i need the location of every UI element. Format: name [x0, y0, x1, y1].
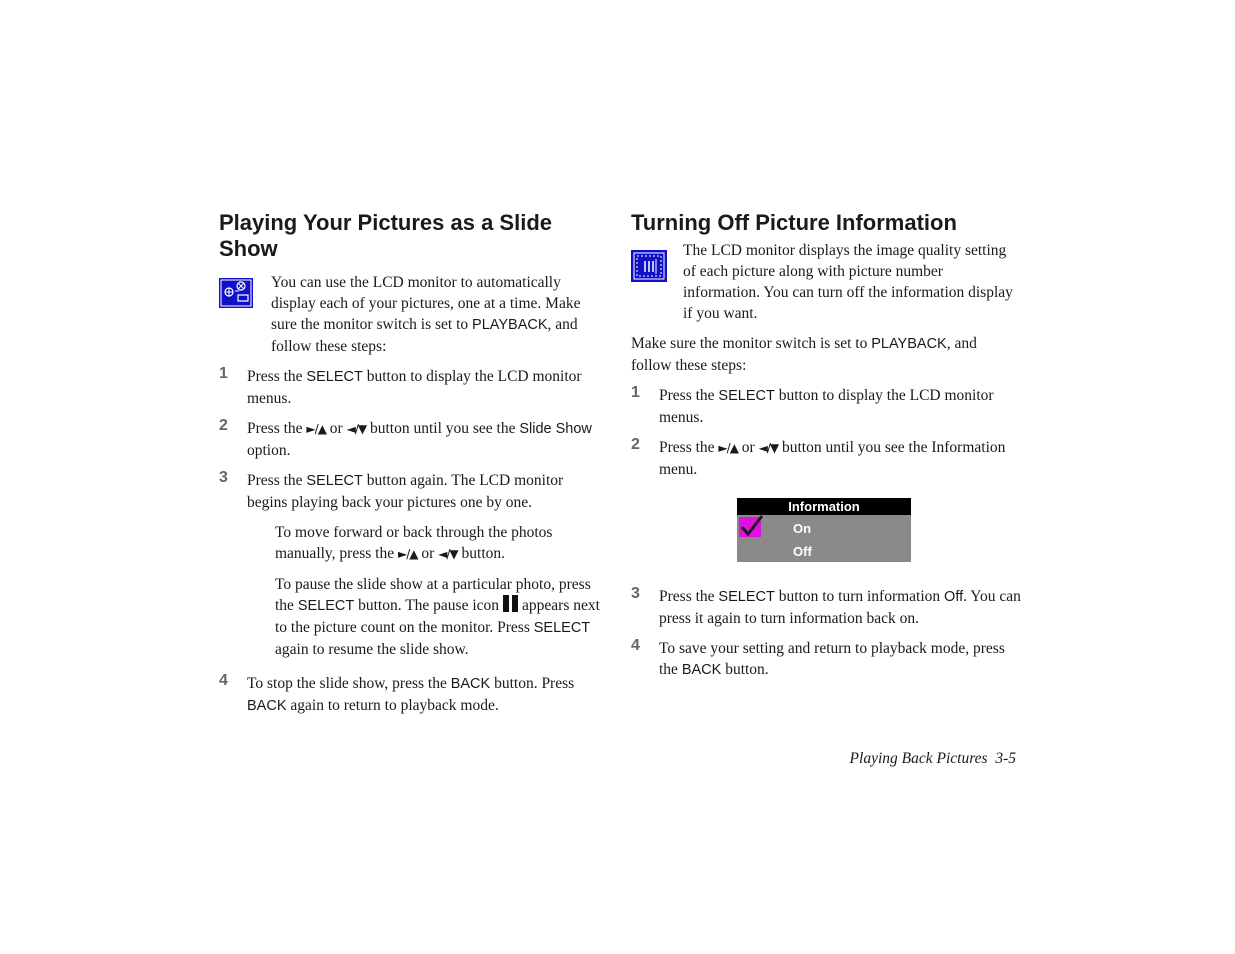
forward-up-arrow-icon: ►/▲ — [718, 441, 738, 455]
slideshow-step-3: 3 Press the SELECT button again. The LCD monitor begins playing back your pictures one by one. — [219, 469, 564, 511]
information-step-3: 3 Press the SELECT button to turn information Off. You can press it again to turn information back on. — [631, 585, 1021, 627]
information-menu-body — [737, 515, 911, 562]
information-icon — [631, 250, 665, 280]
page-footer — [820, 750, 1016, 768]
slideshow-step-1: 1 Press the SELECT button to display the LCD monitor menus. — [219, 365, 582, 407]
slideshow-note-pause: To pause the slide show at a particular photo, press the SELECT button. The pause icon appears next to the picture count on the monitor. Press SELECT again to resume the slide show. — [275, 576, 600, 658]
information-menu-title: Information — [737, 498, 911, 515]
slideshow-heading: Playing Your Pictures as a Slide Show — [219, 210, 552, 261]
left-column — [219, 210, 604, 717]
slideshow-step-2: 2 Press the ►/▲ or ◄/▼ button until you see the Slide Show option. — [219, 417, 592, 459]
information-step-4: 4 To save your setting and return to playback mode, press the BACK button. — [631, 637, 1005, 678]
information-step-1: 1 Press the SELECT button to display the LCD monitor menus. — [631, 384, 994, 426]
information-intro — [631, 242, 1021, 324]
pause-icon — [503, 595, 518, 612]
slideshow-intro-text: You can use the LCD monitor to automatically display each of your pictures, one at a time. Make sure the monitor switch is set to PLAYBACK, and follow these steps: — [271, 274, 581, 355]
menu-item-off: Off — [793, 544, 812, 559]
information-para: Make sure the monitor switch is set to PLAYBACK, and follow these steps: — [631, 335, 977, 374]
back-down-arrow-icon: ◄/▼ — [758, 441, 779, 455]
footer-section-title: Playing Back Pictures — [849, 750, 988, 767]
slideshow-note-manual: To move forward or back through the photos manually, press the ►/▲ or ◄/▼ button. — [275, 524, 553, 562]
back-down-arrow-icon: ◄/▼ — [346, 422, 367, 436]
information-heading: Turning Off Picture Information — [631, 210, 957, 235]
information-intro-text: The LCD monitor displays the image quality setting of each picture along with picture number information. You can turn off the information display if you want. — [683, 242, 1013, 322]
right-column — [631, 210, 1021, 681]
slideshow-step-4: 4 To stop the slide show, press the BACK button. Press BACK again to return to playback mode. — [219, 672, 575, 714]
forward-up-arrow-icon: ►/▲ — [397, 547, 418, 561]
slideshow-intro — [219, 272, 604, 357]
information-menu — [737, 498, 911, 562]
back-down-arrow-icon: ◄/▼ — [438, 547, 458, 561]
menu-item-on: On — [793, 521, 812, 536]
forward-up-arrow-icon: ►/▲ — [306, 422, 326, 436]
checkmark-icon — [739, 517, 761, 537]
information-step-2: 2 Press the ►/▲ or ◄/▼ button until you see the Information menu. — [631, 436, 1006, 478]
footer-page-number: 3-5 — [995, 750, 1016, 767]
slideshow-icon — [219, 278, 253, 308]
